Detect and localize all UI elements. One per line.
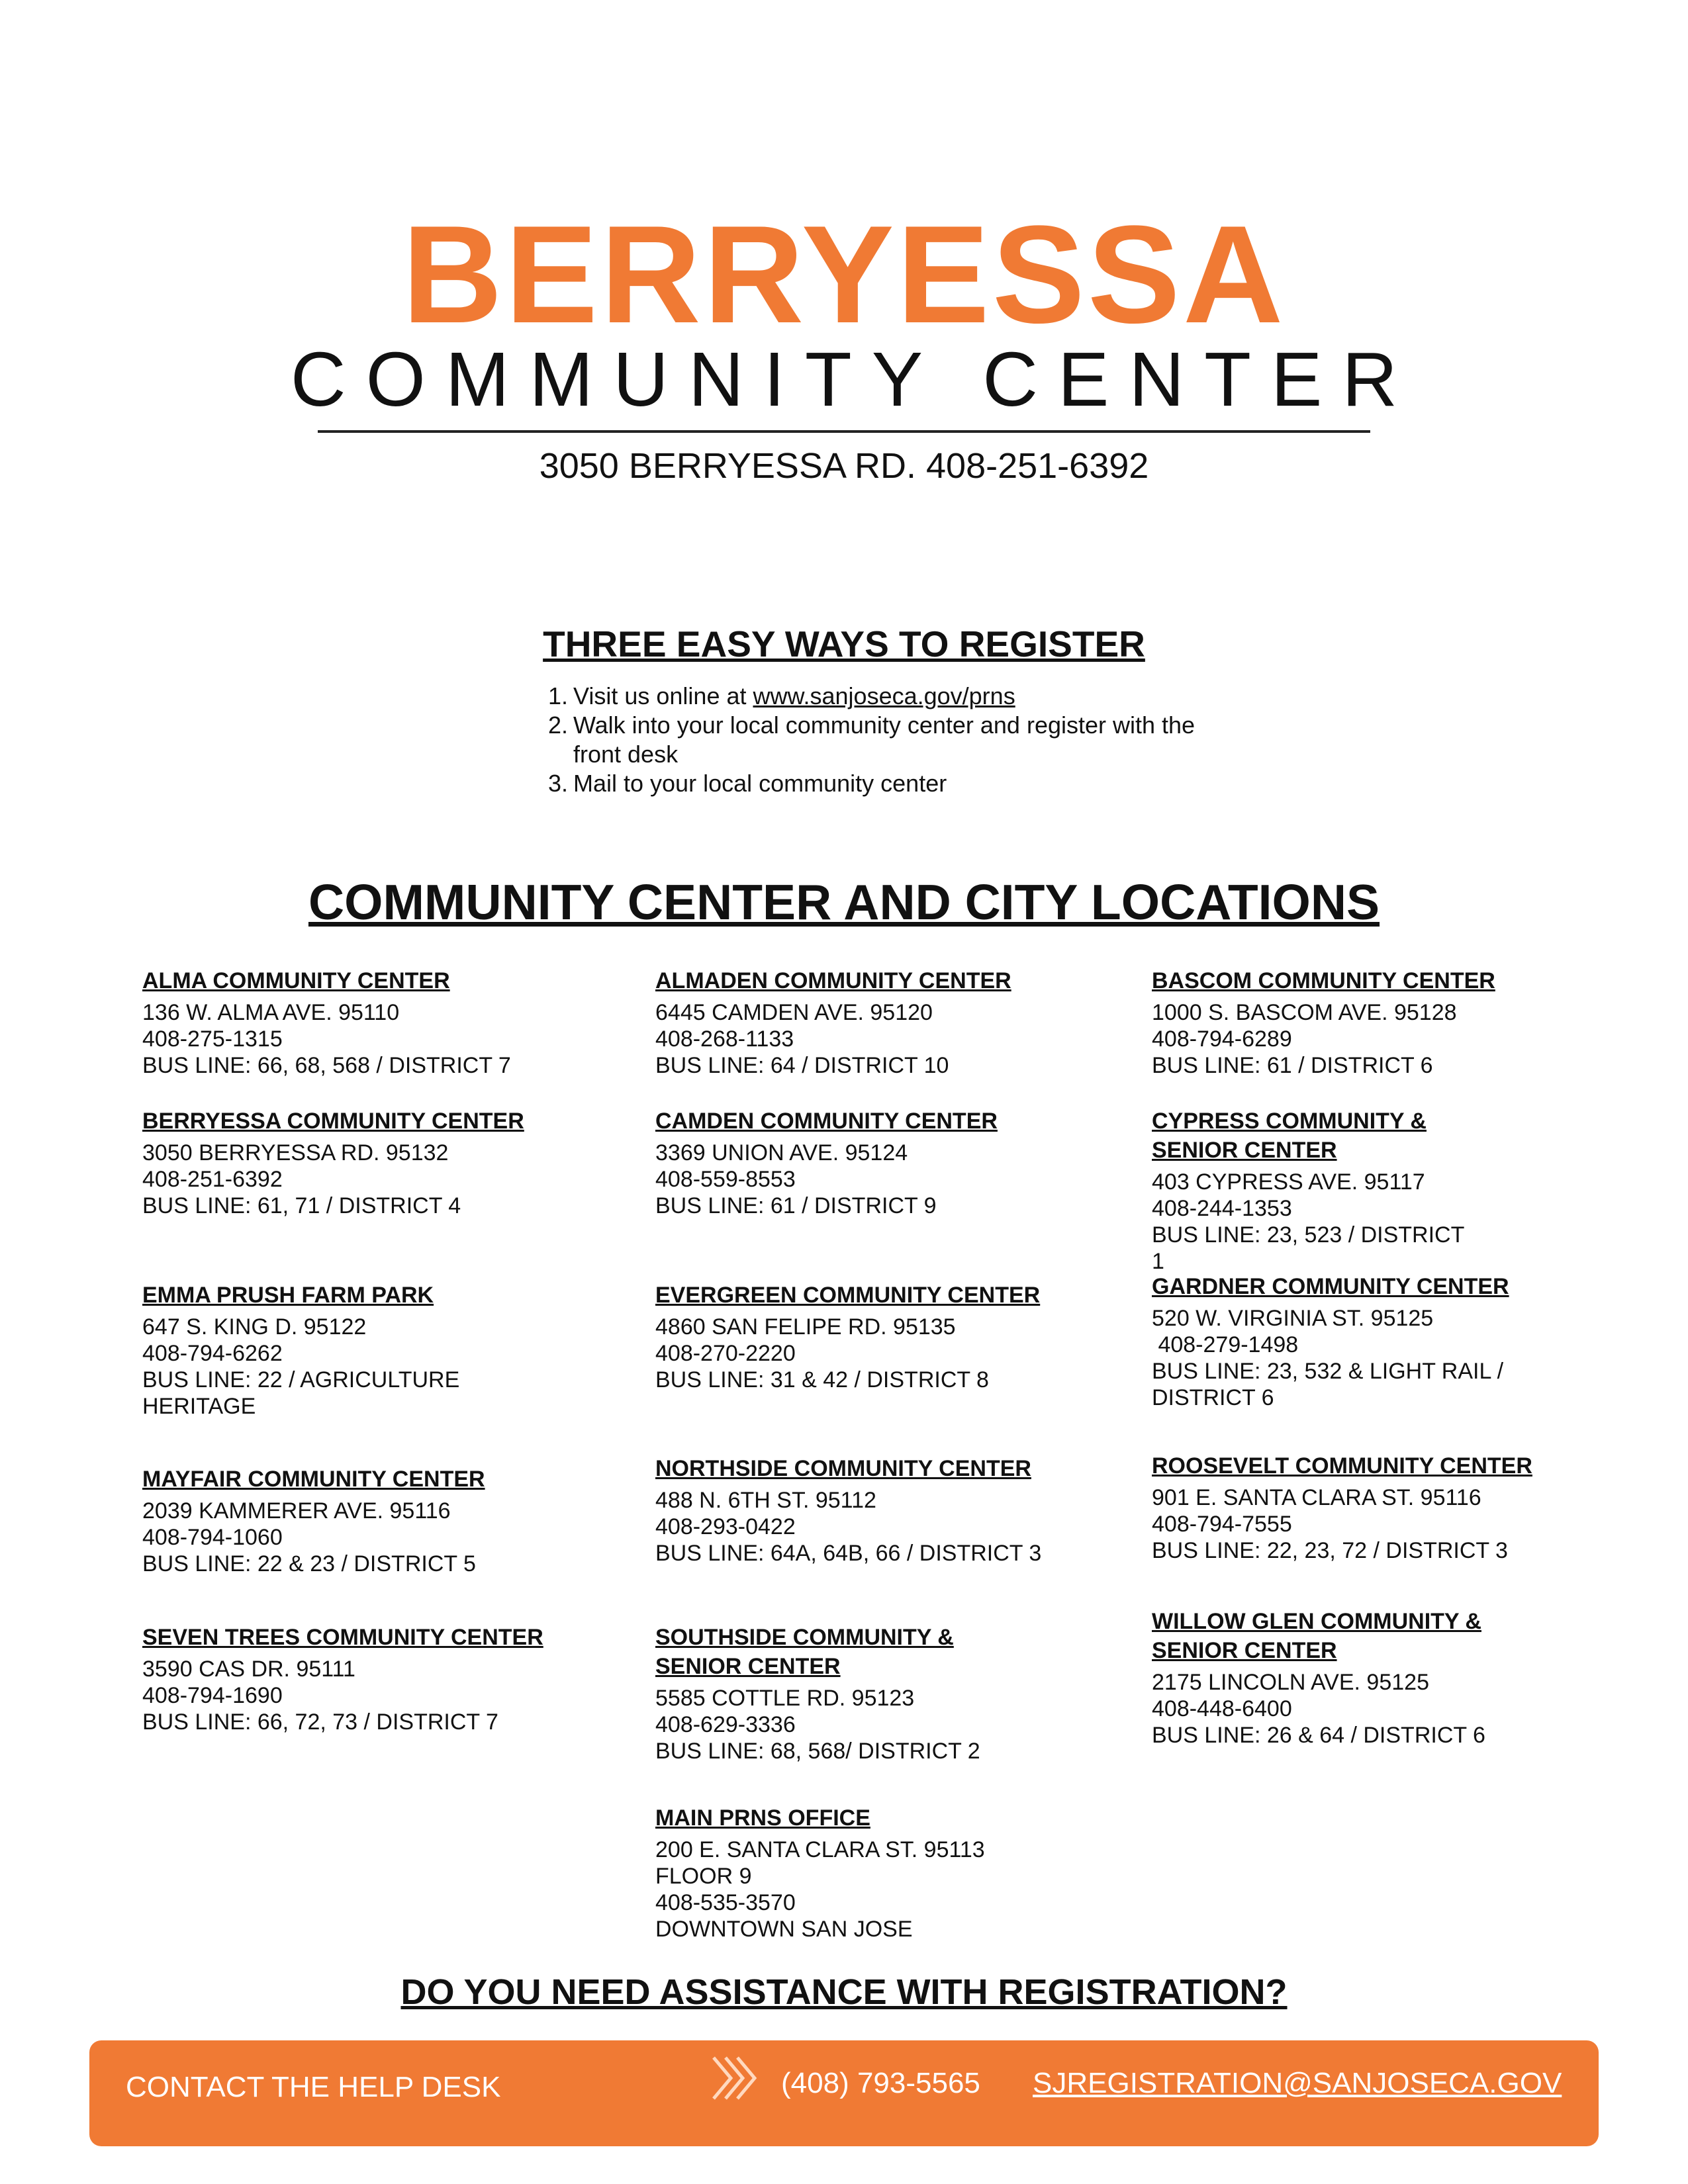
location-address: 1000 S. BASCOM AVE. 95128 — [1152, 1000, 1457, 1025]
location-address: 6445 CAMDEN AVE. 95120 — [655, 1000, 933, 1025]
location-card — [655, 1623, 1000, 1764]
location-phone: 408-270-2220 — [655, 1341, 796, 1366]
location-card — [1152, 966, 1628, 1079]
location-card — [655, 1803, 1132, 1942]
location-bus-line: BUS LINE: 68, 568/ DISTRICT 2 — [655, 1739, 980, 1764]
list-number: 1. — [547, 682, 568, 709]
center-address: 3050 BERRYESSA RD. 408-251-6392 — [539, 446, 1149, 486]
register-list — [536, 682, 1198, 798]
location-bus-line: BUS LINE: 23, 523 / DISTRICT 1 — [1152, 1222, 1464, 1274]
location-name: SEVEN TREES COMMUNITY CENTER — [142, 1625, 543, 1650]
list-text — [573, 682, 1198, 711]
location-address: 403 CYPRESS AVE. 95117 — [1152, 1169, 1425, 1195]
location-address: 3590 CAS DR. 95111 — [142, 1657, 355, 1682]
locations-heading: COMMUNITY CENTER AND CITY LOCATIONS — [308, 874, 1380, 930]
location-bus-line: BUS LINE: 61, 71 / DISTRICT 4 — [142, 1193, 461, 1218]
location-phone: 408-275-1315 — [142, 1026, 283, 1052]
location-phone: 408-279-1498 — [1152, 1332, 1299, 1357]
title-divider — [318, 430, 1370, 433]
list-text-prefix: Visit us online at — [573, 682, 753, 709]
register-heading: THREE EASY WAYS TO REGISTER — [543, 623, 1145, 664]
location-name: BASCOM COMMUNITY CENTER — [1152, 968, 1495, 993]
help-desk-email-link[interactable]: SJREGISTRATION@SANJOSECA.GOV — [1033, 2067, 1562, 2099]
location-card — [142, 1465, 619, 1577]
location-card — [142, 1281, 619, 1420]
location-card — [142, 1107, 619, 1219]
location-bus-line: BUS LINE: 66, 68, 568 / DISTRICT 7 — [142, 1053, 511, 1078]
page-subtitle: COMMUNITY CENTER — [290, 336, 1418, 422]
location-card — [142, 1623, 619, 1735]
assistance-heading: DO YOU NEED ASSISTANCE WITH REGISTRATION? — [400, 1972, 1288, 2012]
location-bus-line-cont: DISTRICT 6 — [1152, 1385, 1274, 1410]
list-number: 3. — [547, 770, 568, 797]
location-phone: 408-559-8553 — [655, 1167, 796, 1192]
location-bus-line: BUS LINE: 61 / DISTRICT 6 — [1152, 1053, 1433, 1078]
location-name: SOUTHSIDE COMMUNITY & SENIOR CENTER — [655, 1625, 954, 1679]
location-bus-line: BUS LINE: 31 & 42 / DISTRICT 8 — [655, 1367, 989, 1392]
location-phone: 408-293-0422 — [655, 1514, 796, 1539]
location-phone: 408-794-1060 — [142, 1525, 283, 1550]
location-bus-line: BUS LINE: 64A, 64B, 66 / DISTRICT 3 — [655, 1541, 1042, 1566]
location-card — [1152, 1451, 1628, 1564]
location-name: EMMA PRUSH FARM PARK — [142, 1283, 434, 1308]
location-name: CYPRESS COMMUNITY & SENIOR CENTER — [1152, 1109, 1427, 1163]
location-phone: 408-268-1133 — [655, 1026, 794, 1052]
location-phone: 408-794-1690 — [142, 1683, 283, 1708]
location-phone: 408-251-6392 — [142, 1167, 283, 1192]
location-card — [655, 1281, 1132, 1393]
location-name: WILLOW GLEN COMMUNITY & SENIOR CENTER — [1152, 1609, 1481, 1663]
location-name: CAMDEN COMMUNITY CENTER — [655, 1109, 998, 1134]
location-bus-line: BUS LINE: 23, 532 & LIGHT RAIL / — [1152, 1359, 1504, 1384]
list-number: 2. — [547, 711, 568, 739]
location-phone: 408-794-6289 — [1152, 1026, 1292, 1052]
location-card — [142, 966, 619, 1079]
location-address: 488 N. 6TH ST. 95112 — [655, 1488, 876, 1513]
location-address: 200 E. SANTA CLARA ST. 95113 — [655, 1837, 985, 1862]
location-bus-line: BUS LINE: 22, 23, 72 / DISTRICT 3 — [1152, 1538, 1508, 1563]
location-card — [1152, 1607, 1523, 1749]
location-phone: 408-794-6262 — [142, 1341, 283, 1366]
location-address: 5585 COTTLE RD. 95123 — [655, 1686, 915, 1711]
double-chevron-right-icon — [702, 2048, 761, 2108]
help-desk-phone[interactable]: (408) 793-5565 — [781, 2067, 980, 2099]
location-area: DOWNTOWN SAN JOSE — [655, 1917, 913, 1942]
location-address: 3369 UNION AVE. 95124 — [655, 1140, 908, 1165]
location-name: GARDNER COMMUNITY CENTER — [1152, 1274, 1509, 1299]
location-phone: 408-535-3570 — [655, 1890, 796, 1915]
location-card — [655, 966, 1132, 1079]
location-bus-line: BUS LINE: 66, 72, 73 / DISTRICT 7 — [142, 1709, 498, 1735]
prns-website-link[interactable]: www.sanjoseca.gov/prns — [753, 682, 1015, 709]
location-name: ALMADEN COMMUNITY CENTER — [655, 968, 1011, 993]
location-card — [655, 1107, 1132, 1219]
location-card — [1152, 1272, 1628, 1411]
list-item — [536, 711, 1198, 769]
location-bus-line-cont: HERITAGE — [142, 1394, 256, 1419]
location-name: MAIN PRNS OFFICE — [655, 1805, 870, 1831]
location-bus-line: BUS LINE: 22 & 23 / DISTRICT 5 — [142, 1551, 476, 1576]
location-address: 4860 SAN FELIPE RD. 95135 — [655, 1314, 956, 1340]
location-name: MAYFAIR COMMUNITY CENTER — [142, 1467, 485, 1492]
location-address: 901 E. SANTA CLARA ST. 95116 — [1152, 1485, 1481, 1510]
location-address: 136 W. ALMA AVE. 95110 — [142, 1000, 400, 1025]
location-card — [1152, 1107, 1470, 1275]
location-bus-line: BUS LINE: 61 / DISTRICT 9 — [655, 1193, 937, 1218]
location-name: BERRYESSA COMMUNITY CENTER — [142, 1109, 524, 1134]
location-card — [655, 1454, 1132, 1567]
list-item — [536, 682, 1198, 711]
location-address: 3050 BERRYESSA RD. 95132 — [142, 1140, 449, 1165]
location-address: 2175 LINCOLN AVE. 95125 — [1152, 1670, 1429, 1695]
list-text: Walk into your local community center and register with the front desk — [573, 711, 1196, 768]
location-floor: FLOOR 9 — [655, 1864, 752, 1889]
location-bus-line: BUS LINE: 22 / AGRICULTURE — [142, 1367, 460, 1392]
location-name: ALMA COMMUNITY CENTER — [142, 968, 450, 993]
location-phone: 408-794-7555 — [1152, 1512, 1292, 1537]
location-address: 2039 KAMMERER AVE. 95116 — [142, 1498, 451, 1524]
location-name: ROOSEVELT COMMUNITY CENTER — [1152, 1453, 1532, 1479]
location-address: 520 W. VIRGINIA ST. 95125 — [1152, 1306, 1434, 1331]
location-bus-line: BUS LINE: 26 & 64 / DISTRICT 6 — [1152, 1723, 1485, 1748]
list-item — [536, 769, 1198, 798]
list-text: Mail to your local community center — [573, 770, 947, 797]
location-phone: 408-244-1353 — [1152, 1196, 1292, 1221]
location-phone: 408-448-6400 — [1152, 1696, 1292, 1721]
location-name: NORTHSIDE COMMUNITY CENTER — [655, 1456, 1031, 1481]
location-name: EVERGREEN COMMUNITY CENTER — [655, 1283, 1041, 1308]
location-phone: 408-629-3336 — [655, 1712, 796, 1737]
location-bus-line: BUS LINE: 64 / DISTRICT 10 — [655, 1053, 949, 1078]
page-title: BERRYESSA — [402, 197, 1286, 352]
location-address: 647 S. KING D. 95122 — [142, 1314, 367, 1340]
help-desk-label: CONTACT THE HELP DESK — [126, 2071, 501, 2103]
